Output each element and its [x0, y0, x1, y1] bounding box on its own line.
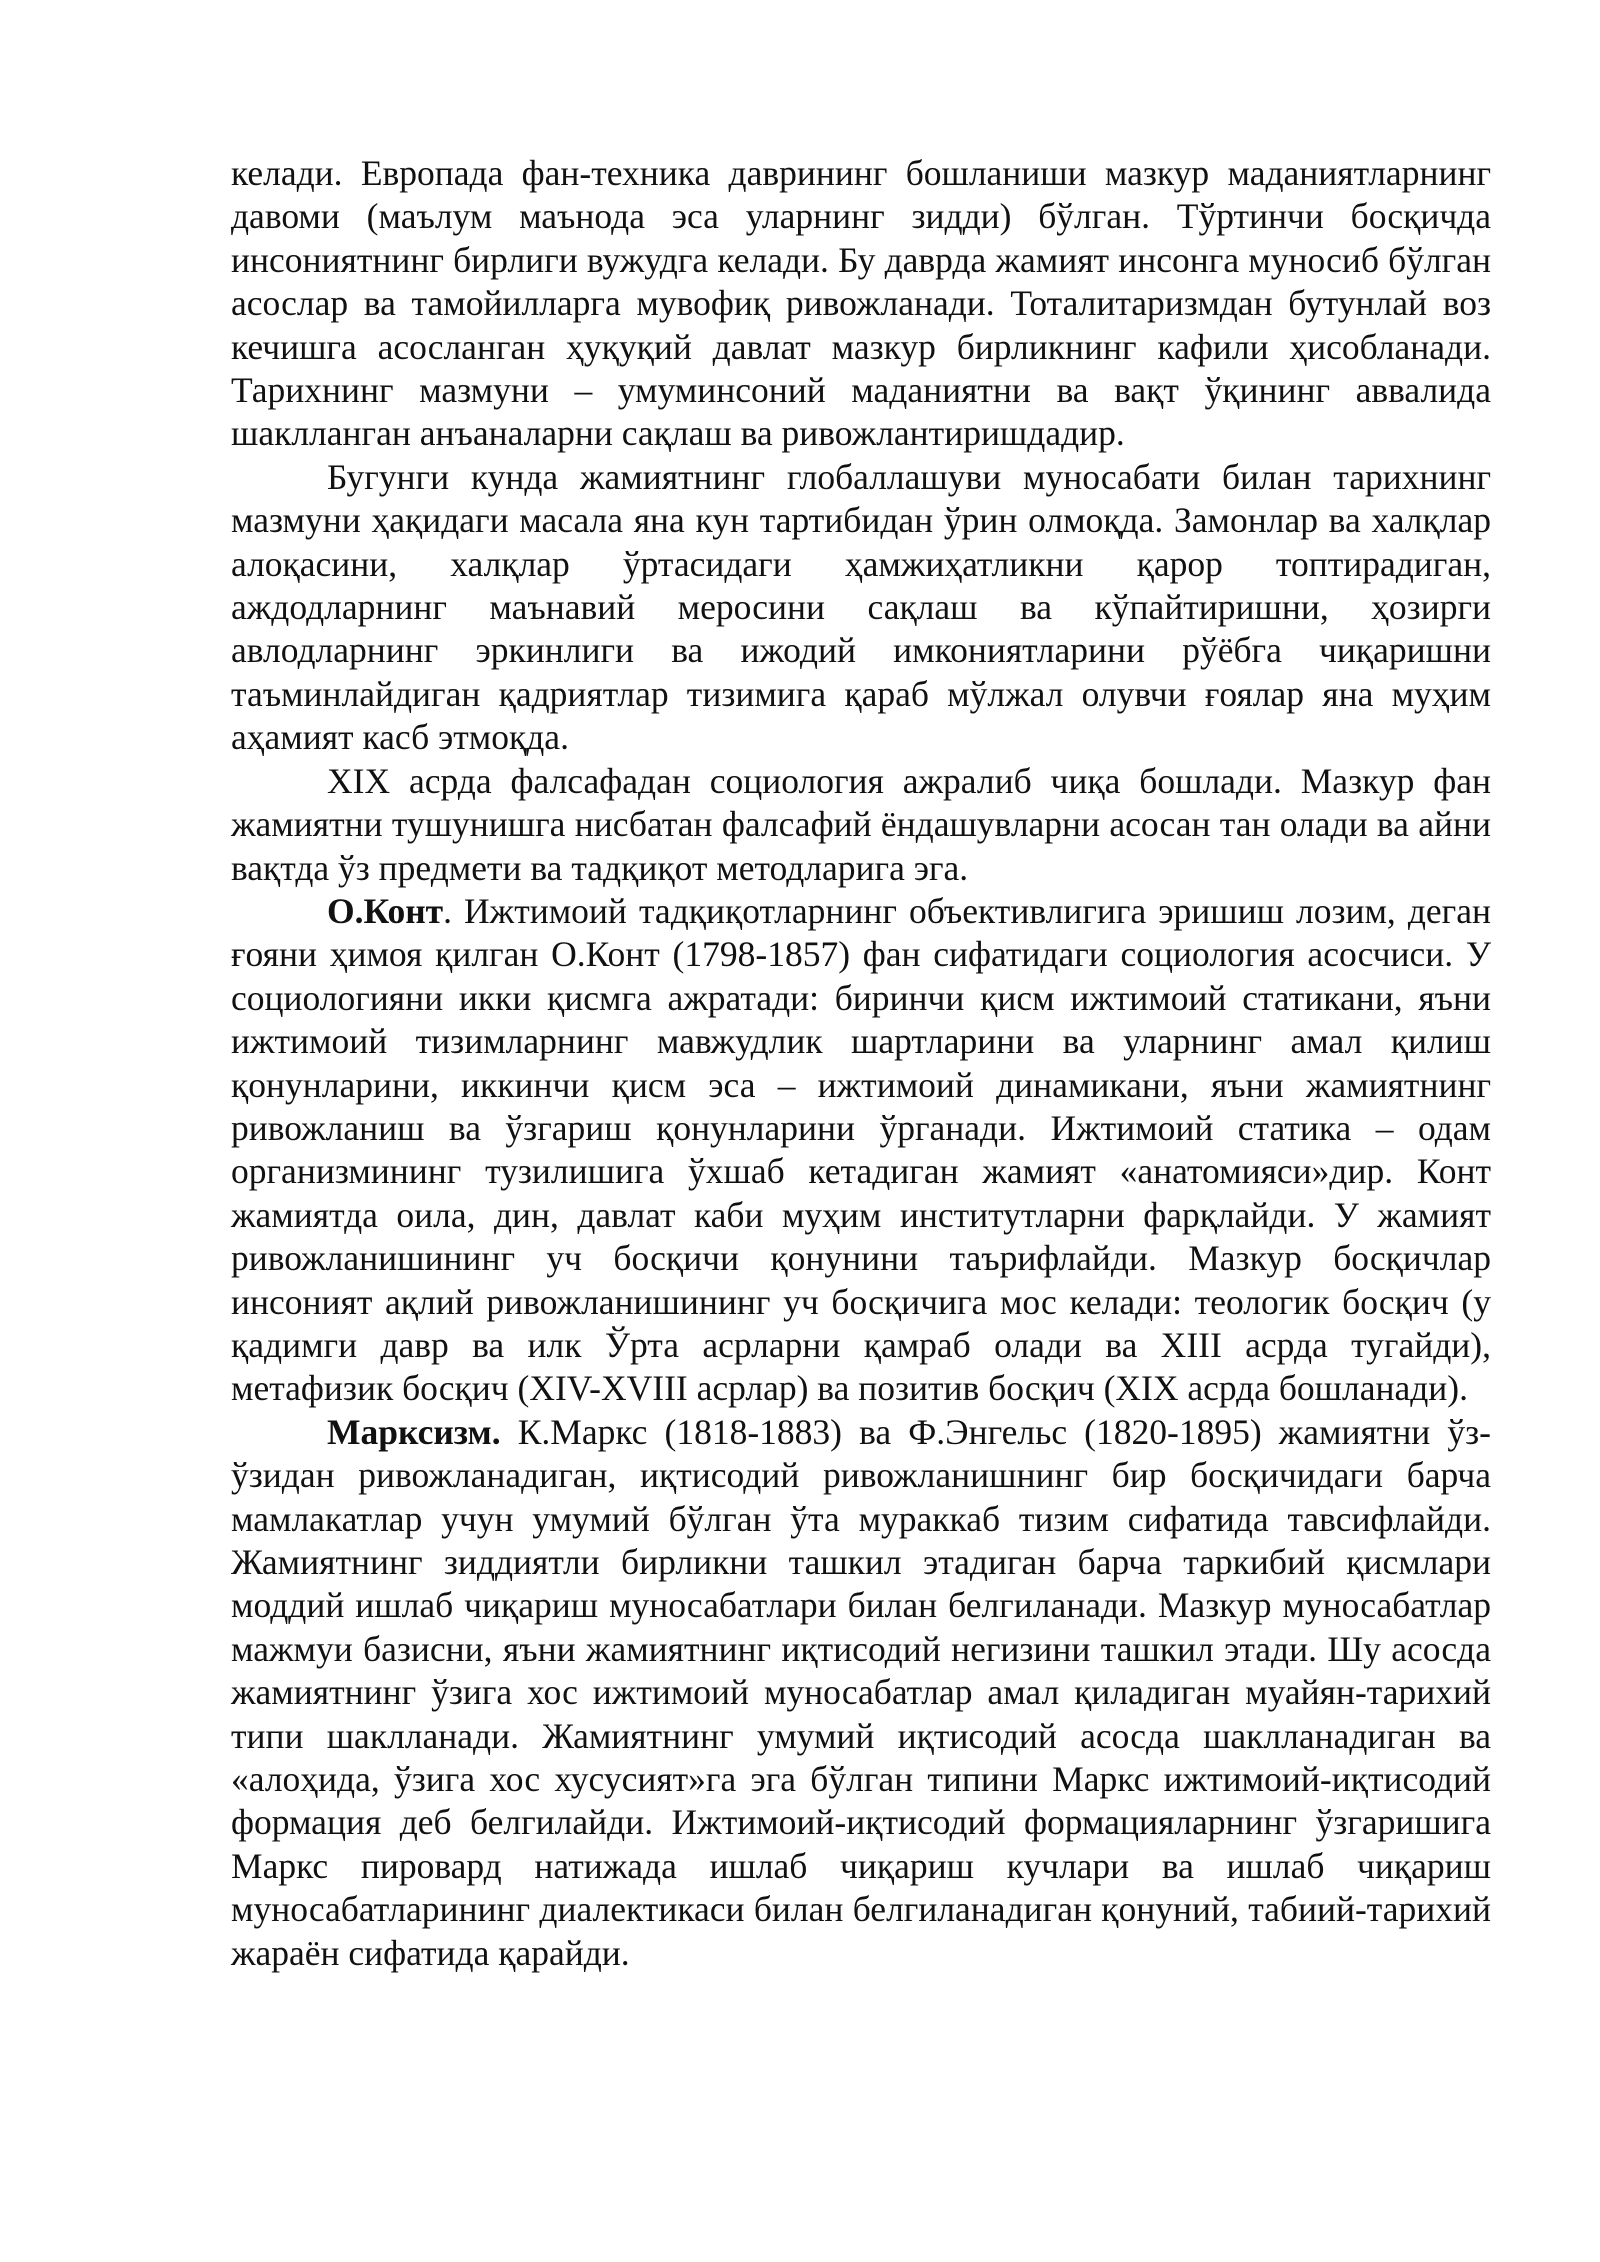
term-comte: О.Конт — [327, 890, 444, 931]
paragraph-5-text: К.Маркс (1818-1883) ва Ф.Энгельс (1820-1895) жамиятни ўз-ўзидан ривожланадиган, иқтисодий ривожланишнинг бир босқичидаги барча мамлакатлар учун умумий бўлган ўта мураккаб тизим сифатида тавсифлайди. Жамиятнинг зиддиятли бирликни ташкил этадиган барча таркибий қисмлари моддий ишлаб чиқариш муносабатлари билан белгиланади. Мазкур муносабатлар мажмуи базисни, яъни жамиятнинг иқтисодий негизини ташкил этади. Шу асосда жамиятнинг ўзига хос ижтимоий муносабатлар амал қиладиган муайян-тарихий типи шаклланади. Жамиятнинг умумий иқтисодий асосда шаклланадиган ва «алоҳида, ўзига хос хусусият»га эга бўлган типини Маркс ижтимоий-иқтисодий формация деб белгилайди. Ижтимоий-иқтисодий формацияларнинг ўзгаришига Маркс пировард натижада ишлаб чиқариш кучлари ва ишлаб чиқариш муносабатларининг диалектикаси билан белгиланадиган қонуний, табиий-тарихий жараён сифатида қарайди. — [231, 1411, 1491, 1973]
document-page — [231, 152, 1491, 1975]
paragraph-4-text: . Ижтимоий тадқиқотларнинг объективлигига эришиш лозим, деган ғояни ҳимоя қилган О.Конт (1798-1857) фан сифатидаги социология асосчиси. У социологияни икки қисмга ажратади: биринчи қисм ижтимоий статикани, яъни ижтимоий тизимларнинг мавжудлик шартларини ва уларнинг амал қилиш қонунларини, иккинчи қисм эса – ижтимоий динамикани, яъни жамиятнинг ривожланиш ва ўзгариш қонунларини ўрганади. Ижтимоий статика – одам организмининг тузилишига ўхшаб кетадиган жамият «анатомияси»дир. Конт жамиятда оила, дин, давлат каби муҳим институтларни фарқлайди. У жамият ривожланишининг уч босқичи қонунини таърифлайди. Мазкур босқичлар инсоният ақлий ривожланишининг уч босқичига мос келади: теологик босқич (у қадимги давр ва илк Ўрта асрларни қамраб олади ва XIII асрда тугайди), метафизик босқич (XIV-XVIII асрлар) ва позитив босқич (XIX асрда бошланади). — [231, 890, 1491, 1409]
paragraph-1: келади. Европада фан-техника даврининг бошланиши мазкур маданиятларнинг давоми (маълум маънода эса уларнинг зидди) бўлган. Тўртинчи босқичда инсониятнинг бирлиги вужудга келади. Бу даврда жамият инсонга муносиб бўлган асослар ва тамойилларга мувофиқ ривожланади. Тоталитаризмдан бутунлай воз кечишга асосланган ҳуқуқий давлат мазкур бирликнинг кафили ҳисобланади. Тарихнинг мазмуни – умуминсоний маданиятни ва вақт ўқининг аввалида шаклланган анъаналарни сақлаш ва ривожлантиришдадир. — [231, 153, 1491, 454]
paragraph-4 — [231, 890, 1491, 1411]
paragraph-3: XIX асрда фалсафадан социология ажралиб чиқа бошлади. Мазкур фан жамиятни тушунишга нисбатан фалсафий ёндашувларни асосан тан олади ва айни вақтда ўз предмети ва тадқиқот методларига эга. — [231, 760, 1491, 888]
paragraph-5 — [231, 1411, 1491, 1975]
paragraph-2: Бугунги кунда жамиятнинг глобаллашуви муносабати билан тарихнинг мазмуни ҳақидаги масала яна кун тартибидан ўрин олмоқда. Замонлар ва халқлар алоқасини, халқлар ўртасидаги ҳамжиҳатликни қарор топтирадиган, аждодларнинг маънавий меросини сақлаш ва кўпайтиришни, ҳозирги авлодларнинг эркинлиги ва ижодий имкониятларини рўёбга чиқаришни таъминлайдиган қадриятлар тизимига қараб мўлжал олувчи ғоялар яна муҳим аҳамият касб этмоқда. — [231, 456, 1491, 758]
term-marxism: Марксизм. — [327, 1411, 501, 1452]
